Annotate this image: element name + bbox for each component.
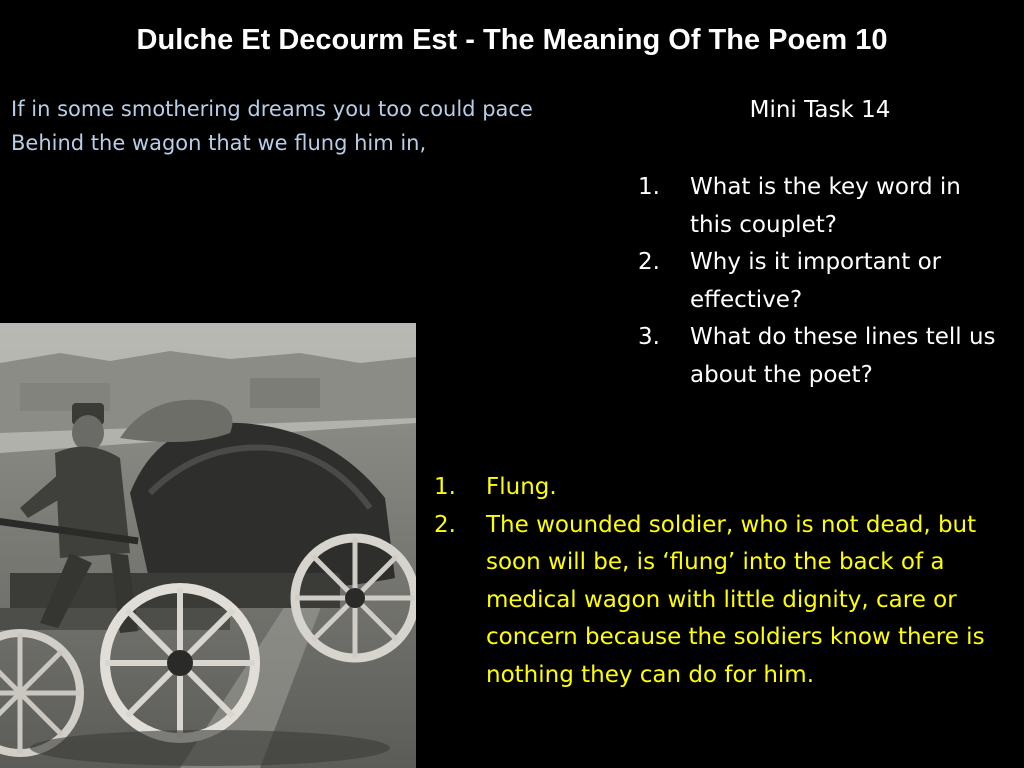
question-number: 1. [638,174,660,200]
mini-task-heading: Mini Task 14 [749,97,891,123]
question-text: What is the key word in this couplet? [690,174,961,238]
question-item [636,169,1008,244]
question-item [636,319,1008,394]
poem-line-1: If in some smothering dreams you too could pace [11,97,533,121]
poem-line-2: Behind the wagon that we flung him in, [11,131,427,155]
slide-title: Dulche Et Decourm Est - The Meaning Of The Poem 10 [136,24,888,56]
poem-excerpt [11,92,611,160]
answer-list [432,469,997,694]
answer-item [432,507,997,695]
answer-item [432,469,997,507]
question-text: Why is it important or effective? [690,249,942,313]
answer-number: 1. [434,474,456,500]
answer-text: The wounded soldier, who is not dead, but soon will be, is ‘flung’ into the back of a medical wagon with little dignity, care or concern because the soldiers know there is nothing they can do for him. [486,511,985,688]
answer-number: 2. [434,511,456,538]
soldier-wagon-photo [0,323,416,768]
question-number: 3. [638,324,660,350]
answer-text: Flung. [486,474,557,500]
question-item [636,244,1008,319]
question-number: 2. [638,249,660,275]
question-text: What do these lines tell us about the poet? [690,324,996,388]
question-list [636,169,1008,394]
